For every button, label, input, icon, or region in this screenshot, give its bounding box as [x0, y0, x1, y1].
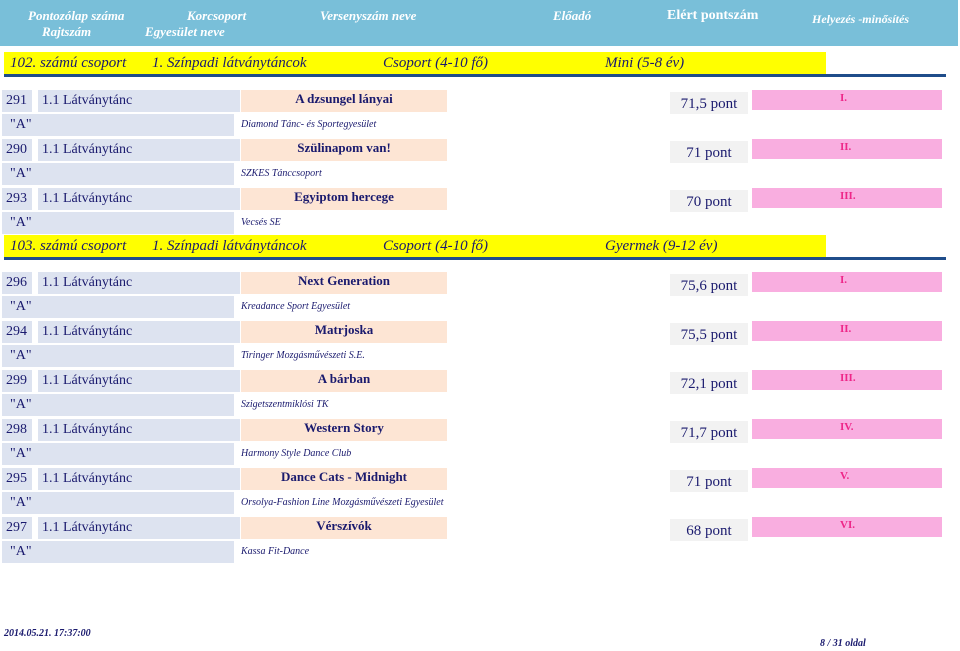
list-item	[0, 419, 960, 468]
club-name: Vecsés SE	[241, 217, 281, 228]
list-item	[0, 272, 960, 321]
start-number: 297	[2, 517, 32, 539]
group-banner	[4, 235, 826, 257]
list-item	[0, 188, 960, 237]
score: 68 pont	[670, 519, 748, 541]
grade: "A"	[2, 345, 234, 367]
group-divider	[4, 257, 946, 260]
performance-title: Egyiptom hercege	[241, 188, 447, 210]
start-number: 293	[2, 188, 32, 210]
group-age: Mini (5-8 év)	[605, 55, 685, 71]
club-name: Kreadance Sport Egyesület	[241, 301, 351, 312]
group-number: 102. számú csoport	[10, 55, 127, 71]
group-size: Csoport (4-10 fő)	[383, 55, 488, 71]
grade: "A"	[2, 443, 234, 465]
grade: "A"	[2, 394, 234, 416]
score: 72,1 pont	[670, 372, 748, 394]
category: 1.1 Látványtánc	[38, 517, 240, 539]
placement: I.	[752, 272, 942, 292]
performance-title: Next Generation	[241, 272, 447, 294]
performance-title: A dzsungel lányai	[241, 90, 447, 112]
page-number: 8 / 31 oldal	[820, 638, 866, 649]
placement: VI.	[752, 517, 942, 537]
placement: II.	[752, 139, 942, 159]
group-size: Csoport (4-10 fő)	[383, 238, 488, 254]
grade: "A"	[2, 296, 234, 318]
group-banner	[4, 52, 826, 74]
list-item	[0, 370, 960, 419]
club-name: Harmony Style Dance Club	[241, 448, 352, 459]
grade: "A"	[2, 212, 234, 234]
start-number: 290	[2, 139, 32, 161]
table-header	[0, 0, 958, 46]
category: 1.1 Látványtánc	[38, 139, 240, 161]
score: 70 pont	[670, 190, 748, 212]
performance-title: Western Story	[241, 419, 447, 441]
grade: "A"	[2, 541, 234, 563]
header-pontozolap: Pontozólap száma	[28, 8, 125, 23]
start-number: 298	[2, 419, 32, 441]
placement: III.	[752, 188, 942, 208]
start-number: 294	[2, 321, 32, 343]
list-item	[0, 468, 960, 517]
score: 71 pont	[670, 141, 748, 163]
list-item	[0, 139, 960, 188]
grade: "A"	[2, 114, 234, 136]
header-helyezes: Helyezés -minősítés	[812, 12, 909, 26]
score: 75,5 pont	[670, 323, 748, 345]
club-name: Kassa Fit-Dance	[241, 546, 310, 557]
start-number: 291	[2, 90, 32, 112]
club-name: SZKES Tánccsoport	[241, 168, 322, 179]
header-eloado: Előadó	[553, 8, 592, 23]
placement: II.	[752, 321, 942, 341]
placement: V.	[752, 468, 942, 488]
club-name: Szigetszentmiklósi TK	[241, 399, 329, 410]
start-number: 295	[2, 468, 32, 490]
grade: "A"	[2, 163, 234, 185]
start-number: 299	[2, 370, 32, 392]
start-number: 296	[2, 272, 32, 294]
group-number: 103. számú csoport	[10, 238, 127, 254]
score: 75,6 pont	[670, 274, 748, 296]
club-name: Orsolya-Fashion Line Mozgásművészeti Egyesület	[241, 497, 444, 508]
placement: I.	[752, 90, 942, 110]
header-versenyszam: Versenyszám neve	[320, 8, 417, 23]
list-item	[0, 321, 960, 370]
list-item	[0, 90, 960, 139]
header-rajtszam: Rajtszám	[42, 24, 92, 39]
group-category: 1. Színpadi látványtáncok	[152, 238, 307, 254]
club-name: Diamond Tánc- és Sportegyesület	[241, 119, 377, 130]
category: 1.1 Látványtánc	[38, 90, 240, 112]
list-item	[0, 517, 960, 566]
group-age: Gyermek (9-12 év)	[605, 238, 718, 254]
category: 1.1 Látványtánc	[38, 272, 240, 294]
group-category: 1. Színpadi látványtáncok	[152, 55, 307, 71]
category: 1.1 Látványtánc	[38, 321, 240, 343]
club-name: Tiringer Mozgásművészeti S.E.	[241, 350, 365, 361]
category: 1.1 Látványtánc	[38, 370, 240, 392]
score: 71 pont	[670, 470, 748, 492]
category: 1.1 Látványtánc	[38, 468, 240, 490]
performance-title: Dance Cats - Midnight	[241, 468, 447, 490]
header-egyesulet: Egyesület neve	[145, 24, 225, 39]
header-korcsoport: Korcsoport	[187, 8, 247, 23]
performance-title: Matrjoska	[241, 321, 447, 343]
performance-title: Szülinapom van!	[241, 139, 447, 161]
print-timestamp: 2014.05.21. 17:37:00	[4, 628, 91, 639]
score: 71,5 pont	[670, 92, 748, 114]
header-pontszam: Elért pontszám	[667, 8, 759, 23]
performance-title: Vérszívók	[241, 517, 447, 539]
placement: III.	[752, 370, 942, 390]
group-divider	[4, 74, 946, 77]
performance-title: A bárban	[241, 370, 447, 392]
score: 71,7 pont	[670, 421, 748, 443]
category: 1.1 Látványtánc	[38, 188, 240, 210]
grade: "A"	[2, 492, 234, 514]
category: 1.1 Látványtánc	[38, 419, 240, 441]
placement: IV.	[752, 419, 942, 439]
